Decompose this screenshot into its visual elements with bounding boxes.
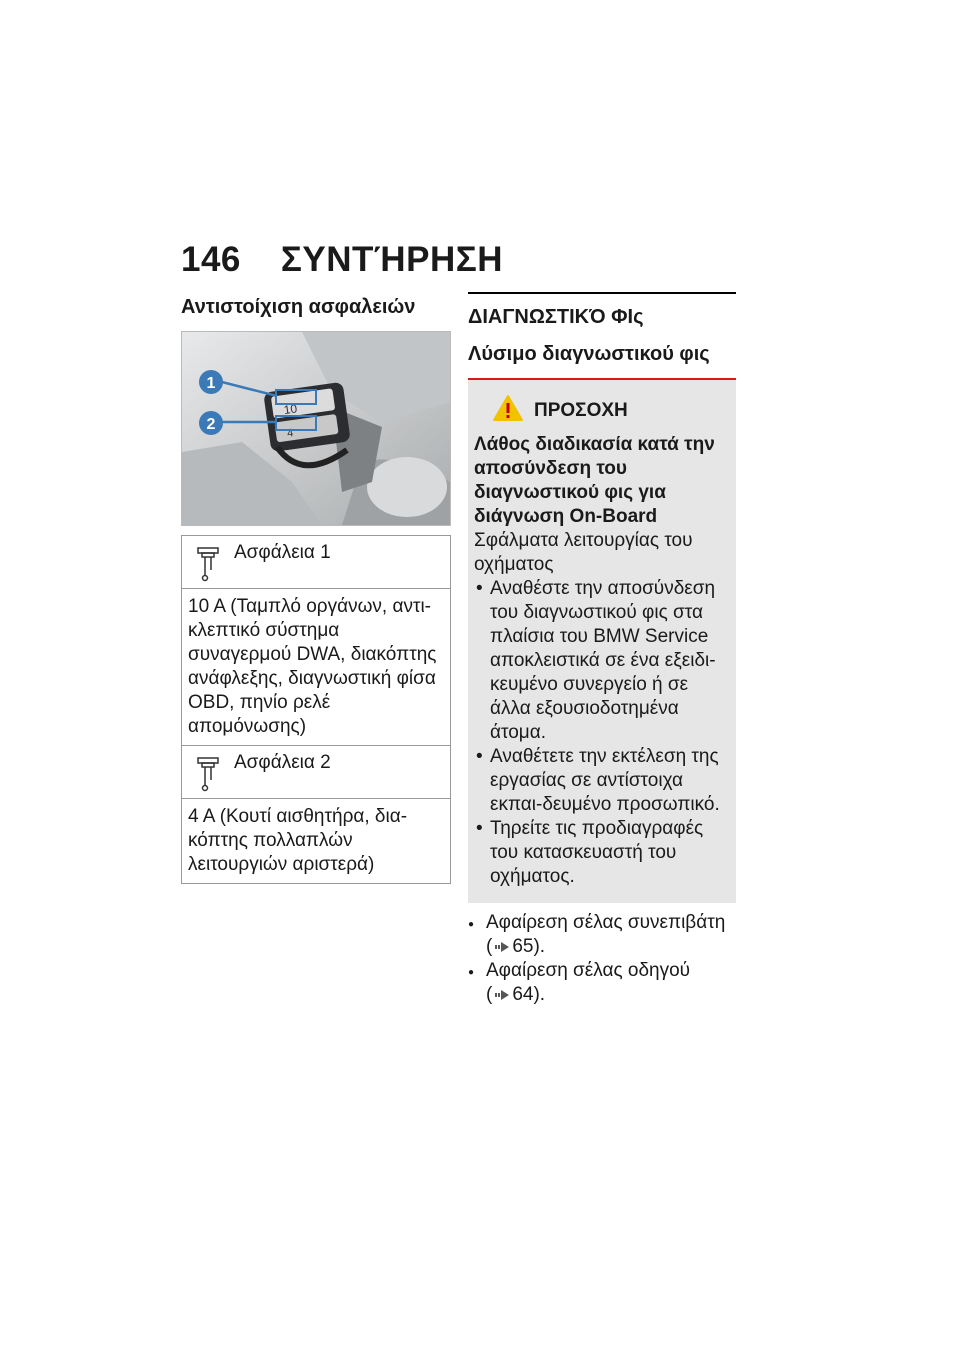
svg-text:10: 10: [282, 401, 299, 418]
diagnostic-plug-title: ΔΙΑΓΝΩΣΤΙΚΌ ΦΙς: [468, 306, 644, 328]
warning-consequence: Σφάλματα λειτουργίας του οχήματος: [474, 530, 693, 575]
fuse-box-photo: [181, 331, 451, 526]
fuse-icon: [196, 546, 220, 587]
list-item: • Τηρείτε τις προδιαγραφές του κατασκευαστή του οχήματος.: [474, 817, 732, 889]
fuse-1-label: Ασφάλεια 1: [234, 542, 331, 563]
callout-2-label: 2: [206, 416, 216, 433]
fuse-row: [182, 536, 450, 589]
warning-headline: Λάθος διαδικασία κατά την αποσύνδεση του διαγνωστικού φις για διάγνωση On-Board: [474, 434, 715, 527]
fuse-row: [182, 799, 450, 883]
left-column: [181, 290, 451, 884]
warning-bullet-list: [474, 577, 732, 889]
fuse-box-illustration: [182, 332, 450, 525]
step-text: Αφαίρεση σέλας οδηγού: [486, 960, 691, 982]
callout-1-label: 1: [206, 375, 216, 392]
page-reference-link[interactable]: 64).: [512, 984, 546, 1006]
list-item: ● Αφαίρεση σέλας συνεπιβάτη ( 65).: [468, 911, 736, 959]
fuse-row: [182, 746, 450, 799]
step-text: Αφαίρεση σέλας συνεπιβάτη: [486, 912, 726, 933]
fuse-icon: [196, 756, 220, 797]
list-item: • Αναθέτετε την εκτέλεση της εργασίας σε αντίστοιχα εκπαι-δευμένο προσωπικό.: [474, 745, 732, 817]
page-number: 146: [181, 240, 241, 279]
list-item: • Αναθέστε την αποσύνδεση του διαγνωστικού φις στα πλαίσια του BMW Service αποκλειστικά σε ένα εξειδι-κευμένο συνεργείο ή σε άλλα εξουσιοδοτημένα άτομα.: [474, 577, 732, 745]
warning-title: ΠΡΟΣΟΧΗ: [534, 399, 628, 421]
release-plug-subtitle: Λύσιμο διαγνωστικού φις: [468, 343, 710, 365]
page-reference-arrow-icon: [495, 935, 509, 959]
svg-text:4: 4: [286, 427, 295, 440]
steps-list: [468, 911, 736, 1007]
page-reference-link[interactable]: 65).: [512, 936, 546, 958]
warning-icon: [492, 394, 524, 427]
chapter-title: ΣΥΝΤΉΡΗΣΗ: [280, 240, 504, 279]
fuse-2-label: Ασφάλεια 2: [234, 752, 331, 773]
fuse-1-description: 10 A (Ταμπλό οργάνων, αντι-κλεπτικό σύστημα συναγερμού DWA, διακόπτης ανάφλεξης, διαγνωστική φίσα OBD, πηνίο ρελέ απομόνωσης): [188, 596, 437, 737]
fuse-row: [182, 589, 450, 746]
section-divider: [468, 292, 736, 294]
page-reference-arrow-icon: [495, 983, 509, 1007]
fuse-table: [181, 535, 451, 884]
fuse-2-description: 4 A (Κουτί αισθητήρα, δια-κόπτης πολλαπλών λειτουργιών αριστερά): [188, 806, 408, 875]
list-item: ● Αφαίρεση σέλας οδηγού ( 64).: [468, 959, 736, 1007]
page-header: [181, 240, 503, 280]
warning-box: [468, 380, 736, 903]
right-column: [468, 292, 736, 1007]
fuse-assignment-title: Αντιστοίχιση ασφαλειών: [181, 296, 416, 318]
